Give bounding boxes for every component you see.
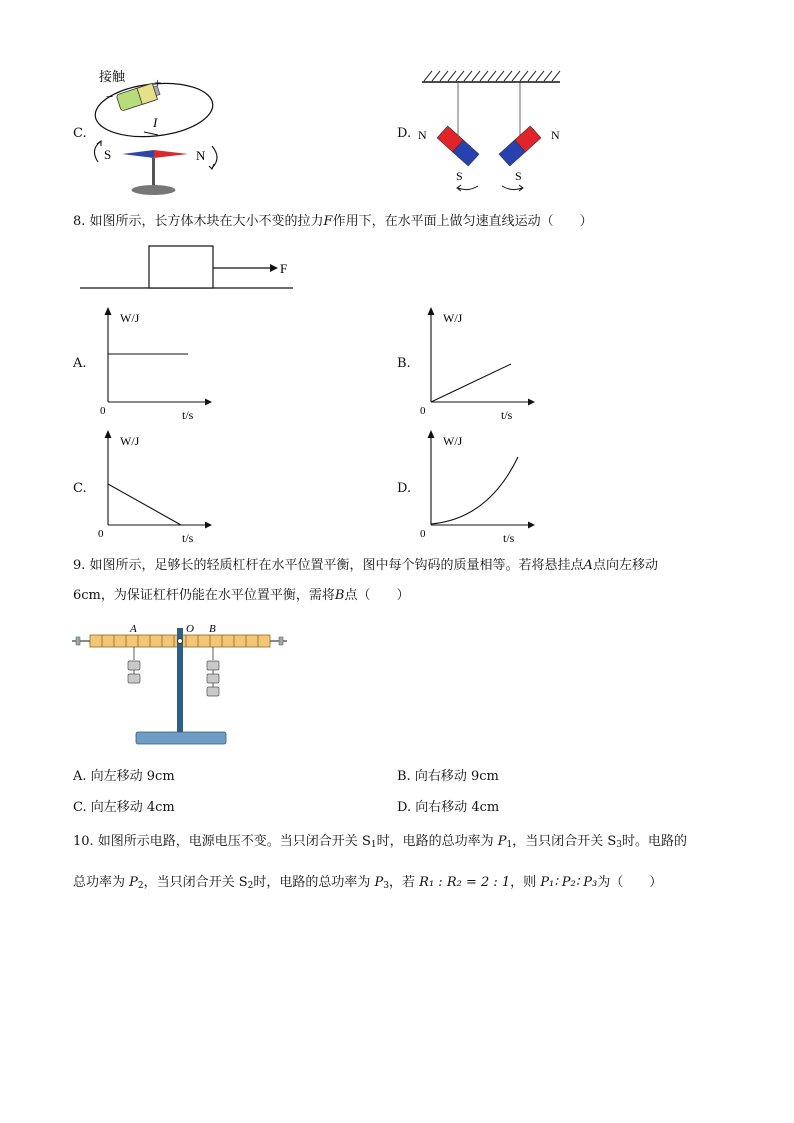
q8-option-d-label[interactable]: D.: [397, 481, 412, 496]
q8-block-figure: [80, 240, 300, 295]
q8-stem: 8. 如图所示，长方体木块在大小不变的拉力F作用下，在水平面上做匀速直线运动（ ）: [73, 214, 593, 229]
minus-label: −: [106, 89, 114, 104]
right-magnet-s-label: S: [515, 169, 522, 183]
q7-option-d-label[interactable]: D.: [397, 126, 412, 141]
x-axis-label: t/s: [182, 408, 194, 422]
origin-label: 0: [420, 405, 426, 417]
left-magnet-s-label: S: [456, 169, 463, 183]
q9-stem-line1: 9. 如图所示，足够长的轻质杠杆在水平位置平衡，图中每个钩码的质量相等。若将悬挂点A点向左移动: [73, 558, 658, 573]
south-label: S: [104, 147, 112, 162]
q8-option-c-label[interactable]: C.: [73, 481, 87, 496]
x-axis-label: t/s: [503, 531, 515, 545]
point-a-label: A: [130, 623, 137, 635]
contact-label: 接触: [99, 69, 126, 84]
y-axis-label: W/J: [120, 434, 140, 448]
x-axis-label: t/s: [501, 408, 513, 422]
q8-graph-b: [418, 304, 538, 424]
x-axis-label: t/s: [182, 531, 194, 545]
q8-graph-a: [95, 304, 215, 424]
current-label: I: [153, 115, 158, 130]
y-axis-label: W/J: [443, 434, 463, 448]
q9-option-b[interactable]: B. 向右移动 9cm: [397, 769, 499, 784]
y-axis-label: W/J: [443, 311, 463, 325]
q8-option-b-label[interactable]: B.: [397, 356, 411, 371]
q10-stem-line1: 10. 如图所示电路，电源电压不变。当只闭合开关 $S_1$时，电路的总功率为 $P_1$，当只闭合开关 $S_3$时。电路的: [73, 834, 688, 850]
left-magnet-n-label: N: [418, 128, 427, 142]
origin-label: 0: [98, 528, 104, 540]
q7-figure-d: [414, 68, 569, 196]
q8-graph-d: [418, 427, 538, 547]
q10-stem-line2: 总功率为 $P_2$，当只闭合开关 $S_2$时，电路的总功率为 $P_3$，若 R₁ : R₂ = 2 : 1，则 P₁∶ P₂∶ P₃为（ ）: [73, 875, 663, 891]
q9-option-a[interactable]: A. 向左移动 9cm: [73, 769, 175, 784]
q8-graph-c: [95, 427, 215, 547]
q8-option-a-label[interactable]: A.: [73, 356, 87, 371]
origin-label: 0: [100, 405, 106, 417]
q9-option-c[interactable]: C. 向左移动 4cm: [73, 800, 175, 815]
force-label: F: [280, 261, 288, 276]
point-b-label: B: [209, 623, 216, 635]
q9-lever-figure: [70, 620, 292, 750]
north-label: N: [196, 148, 206, 163]
plus-label: +: [154, 75, 162, 90]
y-axis-label: W/J: [120, 311, 140, 325]
q7-option-c-label[interactable]: C.: [73, 126, 87, 141]
q7-figure-c: [88, 62, 223, 200]
q9-option-d[interactable]: D. 向右移动 4cm: [397, 800, 500, 815]
origin-label: 0: [420, 528, 426, 540]
compass-needle-icon: [122, 150, 188, 195]
point-o-label: O: [186, 623, 194, 635]
q9-stem-line2: 6cm，为保证杠杆仍能在水平位置平衡，需将B点（ ）: [73, 588, 410, 603]
right-magnet-n-label: N: [551, 128, 560, 142]
